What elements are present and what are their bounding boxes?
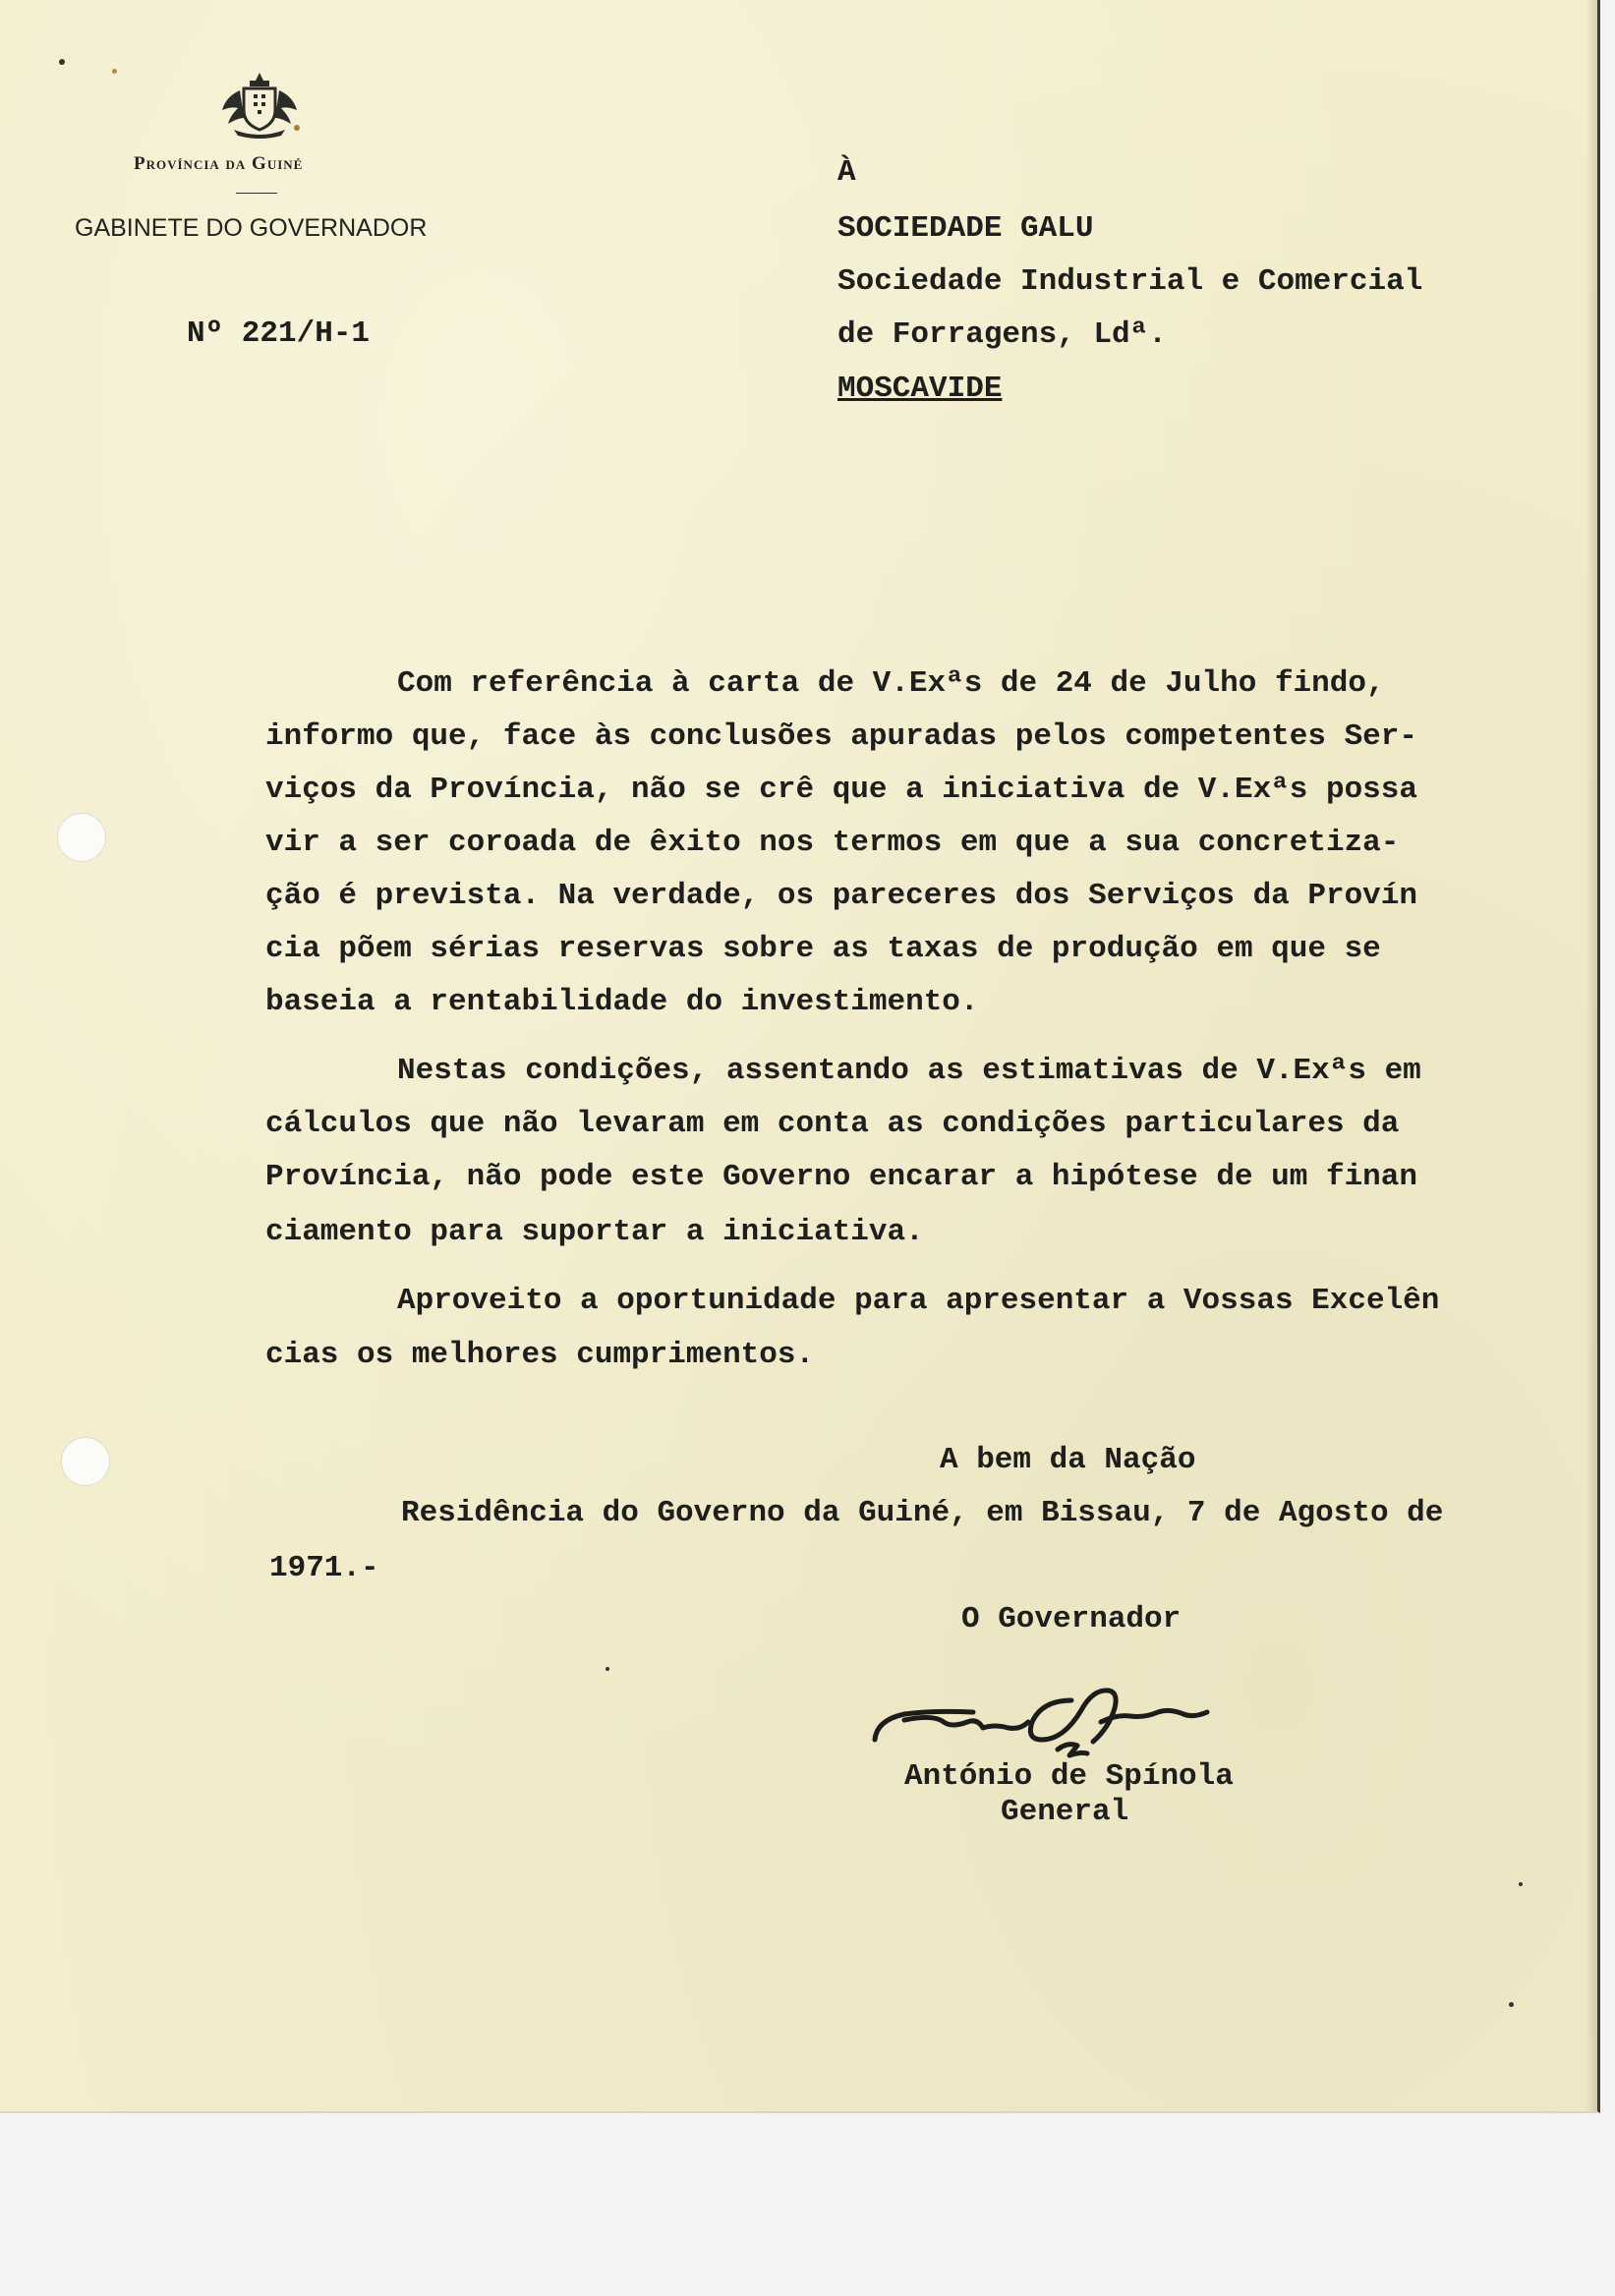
body-line: Com referência à carta de V.Exªs de 24 de Julho findo, (397, 666, 1385, 701)
paper-speck (59, 59, 65, 65)
signer-name: António de Spínola (904, 1759, 1234, 1794)
paper-speck (112, 69, 117, 74)
body-line: cálculos que não levaram em conta as condições particulares da (265, 1107, 1400, 1141)
recipient-name: SOCIEDADE GALU (837, 211, 1094, 246)
recipient-description: Sociedade Industrial e Comercial (837, 264, 1423, 299)
punch-hole (57, 813, 106, 862)
paper-speck (606, 1667, 609, 1671)
coat-of-arms-icon (214, 69, 305, 140)
body-line: Nestas condições, assentando as estimativas de V.Exªs em (397, 1054, 1421, 1088)
handwritten-signature (865, 1661, 1239, 1769)
body-line: baseia a rentabilidade do investimento. (265, 985, 979, 1019)
recipient-prefix: À (837, 155, 856, 190)
body-line: cia põem sérias reservas sobre as taxas de produção em que se (265, 932, 1381, 966)
body-line: cias os melhores cumprimentos. (265, 1338, 815, 1372)
body-line: viços da Província, não se crê que a iniciativa de V.Exªs possa (265, 773, 1417, 807)
body-line: informo que, face às conclusões apuradas pelos competentes Ser- (265, 719, 1417, 754)
signer-rank: General (1001, 1795, 1129, 1829)
recipient-description-cont: de Forragens, Ldª. (837, 317, 1167, 352)
letterhead-divider (236, 193, 277, 194)
province-name: Província da Guiné (134, 153, 304, 174)
punch-hole (61, 1437, 110, 1486)
recipient-city: MOSCAVIDE (837, 372, 1003, 406)
page-edge-shadow (1586, 0, 1597, 2111)
body-line: vir a ser coroada de êxito nos termos em que a sua concretiza- (265, 826, 1400, 860)
body-line: Aproveito a oportunidade para apresentar a Vossas Excelên (397, 1284, 1440, 1318)
body-line: Província, não pode este Governo encarar a hipótese de um finan (265, 1160, 1417, 1194)
date-year: 1971.- (269, 1551, 379, 1585)
place-and-date: Residência do Governo da Guiné, em Bissau, 7 de Agosto de (401, 1496, 1444, 1530)
paper-speck (1519, 1882, 1523, 1886)
closing-salutation: A bem da Nação (940, 1443, 1196, 1477)
paper-speck (1509, 2002, 1514, 2007)
body-line: ção é prevista. Na verdade, os pareceres dos Serviços da Provín (265, 879, 1417, 913)
office-name: GABINETE DO GOVERNADOR (75, 214, 428, 242)
signer-role: O Governador (961, 1602, 1182, 1636)
body-line: ciamento para suportar a iniciativa. (265, 1215, 924, 1249)
reference-number: Nº 221/H-1 (187, 316, 371, 351)
